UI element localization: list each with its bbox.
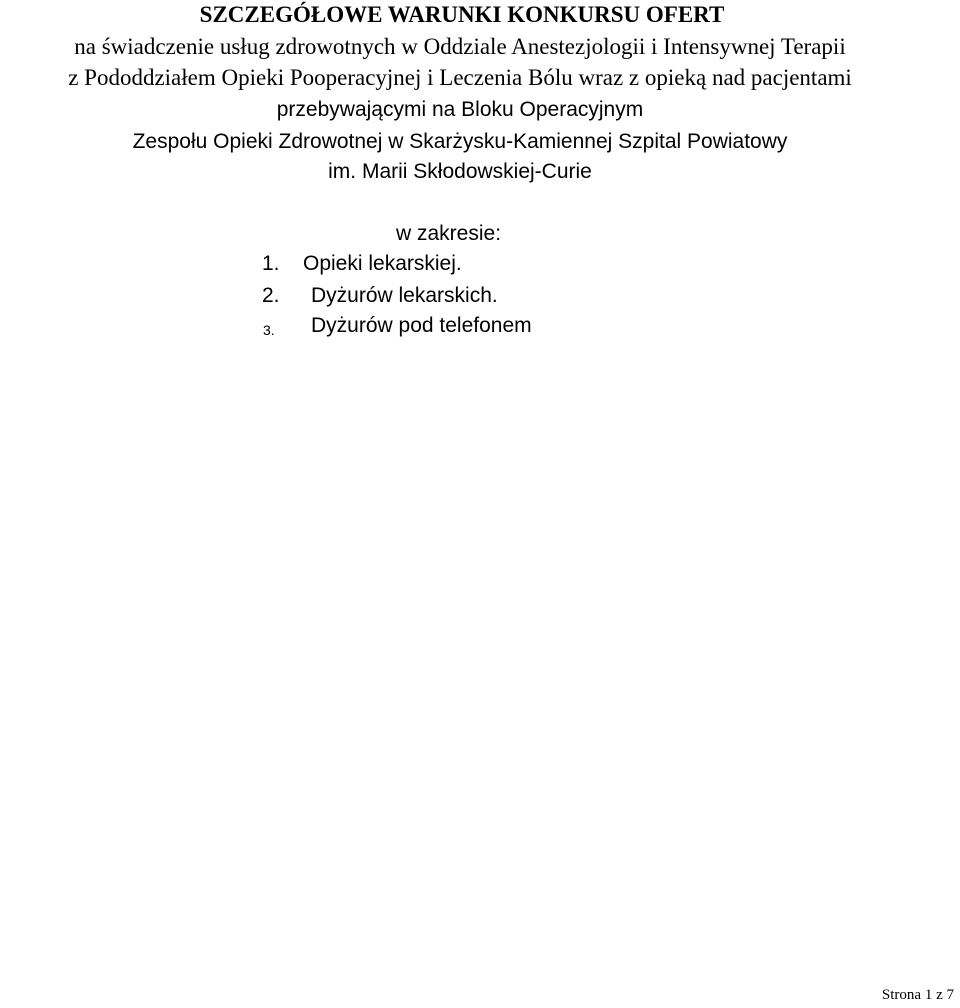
scope-item-text: Dyżurów pod telefonem	[311, 314, 532, 337]
subtitle-line-5: im. Marii Skłodowskiej-Curie	[328, 160, 592, 183]
subtitle-line-4: Zespołu Opieki Zdrowotnej w Skarżysku-Kamiennej Szpital Powiatowy	[132, 130, 788, 153]
scope-label: w zakresie:	[396, 222, 502, 245]
scope-item-text: Opieki lekarskiej.	[303, 252, 462, 275]
scope-item-number: 1.	[262, 252, 280, 275]
document-title: SZCZEGÓŁOWE WARUNKI KONKURSU OFERT	[199, 2, 725, 27]
scope-item-number: 3.	[263, 322, 275, 338]
subtitle-line-2: z Pododdziałem Opieki Pooperacyjnej i Leczenia Bólu wraz z opieką nad pacjentami	[68, 65, 852, 90]
scope-item-number: 2.	[262, 284, 280, 307]
scope-item-text: Dyżurów lekarskich.	[311, 284, 498, 307]
subtitle-line-1: na świadczenie usług zdrowotnych w Oddziale Anestezjologii i Intensywnej Terapii	[74, 34, 846, 59]
page-number-footer: Strona 1 z 7	[881, 987, 954, 1003]
subtitle-line-3: przebywającymi na Bloku Operacyjnym	[276, 98, 644, 121]
